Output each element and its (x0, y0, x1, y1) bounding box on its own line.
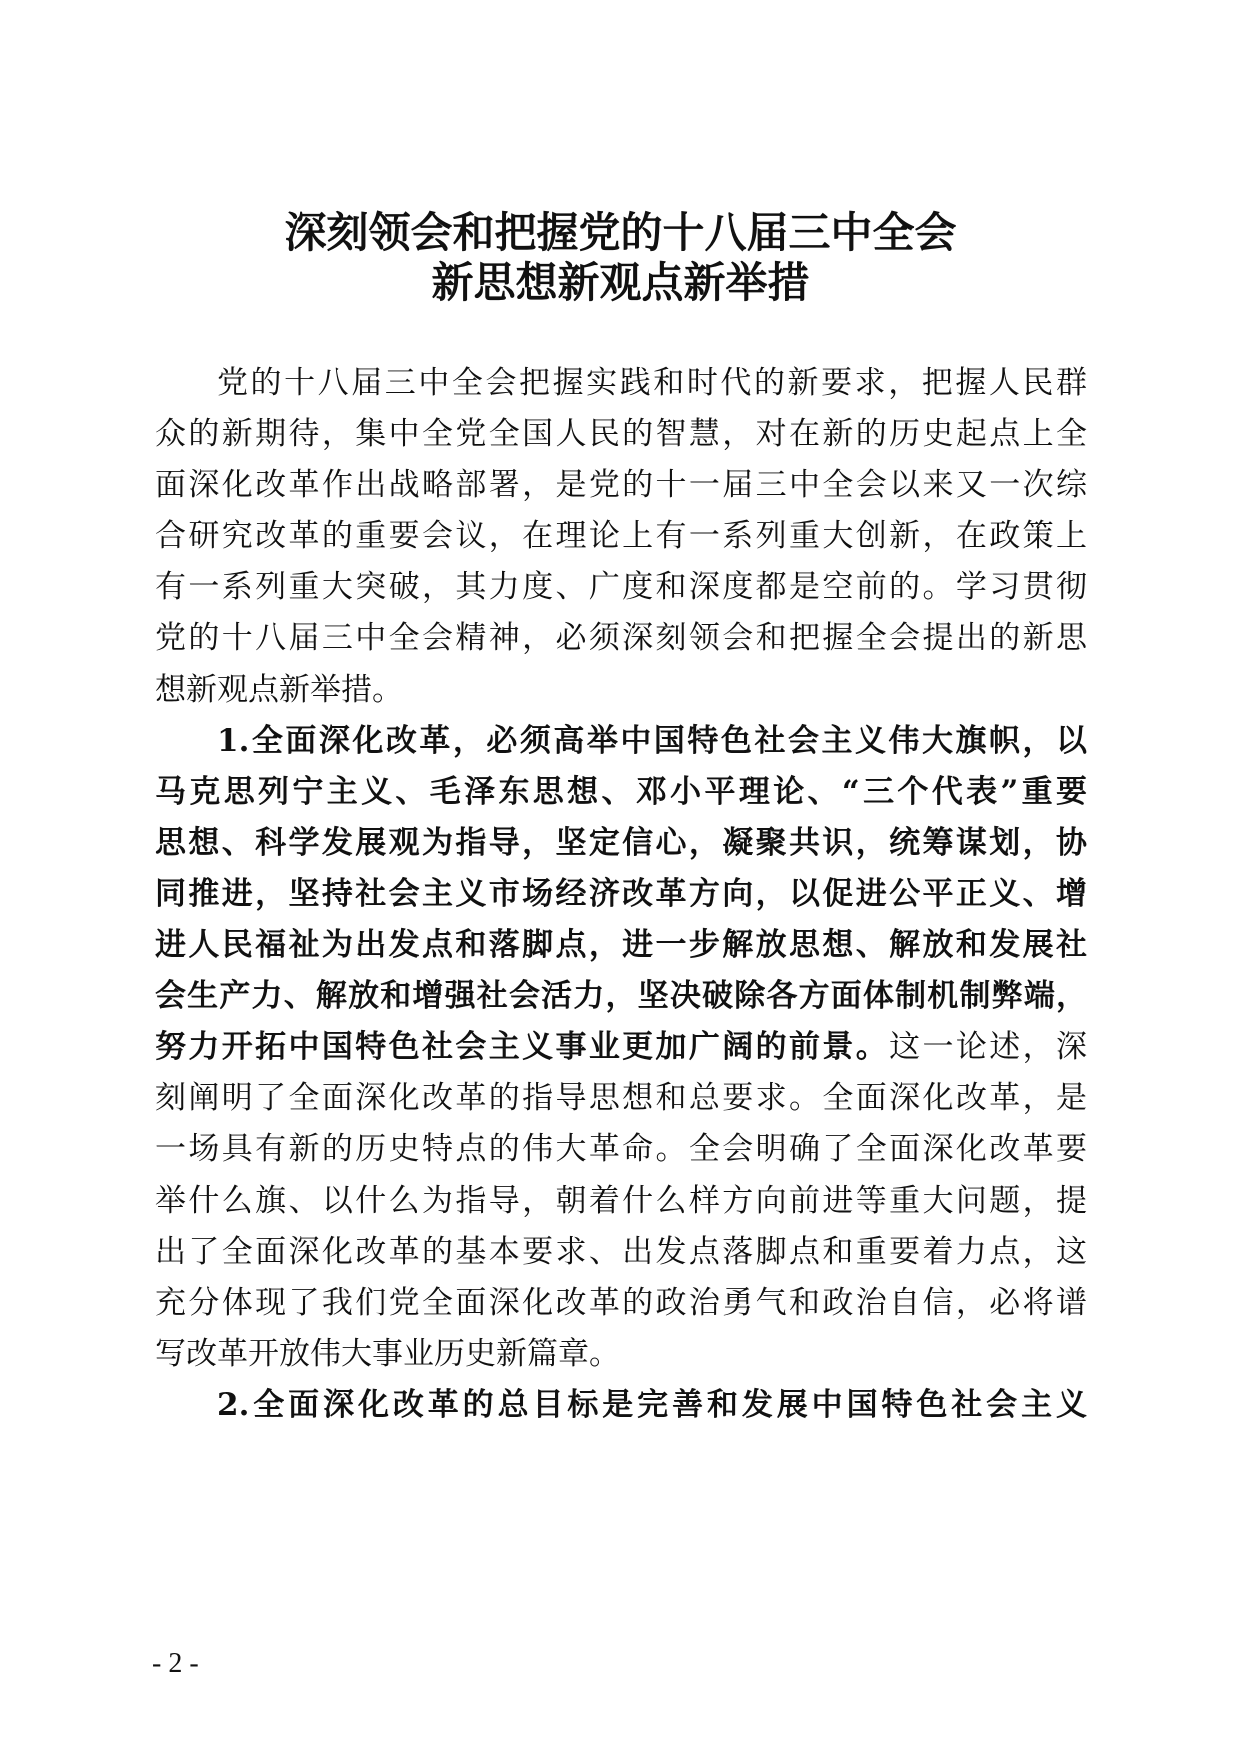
bold-text-segment: 同推进，坚持社会主义市场经济改革方向，以促进公平正义、增 (155, 875, 1087, 912)
text-line (155, 613, 1087, 664)
text-segment: 众的新期待，集中全党全国人民的智慧，对在新的历史起点上全 (155, 416, 1087, 453)
document-body (155, 358, 1087, 1431)
text-segment: 写改革开放伟大事业历史新篇章。 (155, 1335, 620, 1372)
bold-text-segment: 进人民福祉为出发点和落脚点，进一步解放思想、解放和发展社 (155, 927, 1087, 964)
text-line (155, 920, 1087, 971)
text-line (155, 409, 1087, 460)
bold-text-segment: 马克思列宁主义、毛泽东思想、邓小平理论、“三个代表”重要 (155, 773, 1087, 810)
text-line (155, 1124, 1087, 1175)
text-segment: 有一系列重大突破，其力度、广度和深度都是空前的。学习贯彻 (155, 569, 1087, 606)
paragraph (155, 716, 1087, 1380)
bold-text-segment: 思想、科学发展观为指导，坚定信心，凝聚共识，统筹谋划，协 (155, 824, 1087, 861)
text-segment: 充分体现了我们党全面深化改革的政治勇气和政治自信，必将谱 (155, 1284, 1087, 1321)
text-line (155, 1176, 1087, 1227)
page-number: - 2 - (152, 1648, 199, 1679)
text-line (155, 818, 1087, 869)
text-line (155, 1073, 1087, 1124)
text-line (155, 358, 1087, 409)
text-segment: 党的十八届三中全会把握实践和时代的新要求，把握人民群 (217, 365, 1087, 401)
text-segment: 一场具有新的历史特点的伟大革命。全会明确了全面深化改革要 (155, 1131, 1087, 1168)
text-segment: 举什么旗、以什么为指导，朝着什么样方向前进等重大问题，提 (155, 1182, 1087, 1219)
text-segment: 刻阐明了全面深化改革的指导思想和总要求。全面深化改革，是 (155, 1080, 1087, 1117)
text-line (155, 460, 1087, 511)
document-title-line-1: 深刻领会和把握党的十八届三中全会 (284, 208, 957, 257)
paragraph (155, 358, 1087, 716)
bold-text-segment: 努力开拓中国特色社会主义事业更加广阔的前景。 (155, 1029, 890, 1066)
text-line (155, 1278, 1087, 1329)
text-line (155, 511, 1087, 562)
text-line (155, 562, 1087, 613)
text-line (155, 767, 1087, 818)
bold-text-segment: 1.全面深化改革，必须高举中国特色社会主义伟大旗帜，以 (217, 722, 1087, 759)
text-line (155, 1227, 1087, 1278)
paragraph (155, 1380, 1087, 1431)
text-line (155, 971, 1087, 1022)
bold-text-segment: 会生产力、解放和增强社会活力，坚决破除各方面体制机制弊端， (155, 978, 1087, 1015)
text-segment: 出了全面深化改革的基本要求、出发点落脚点和重要着力点，这 (155, 1233, 1087, 1270)
text-line (155, 1022, 1087, 1073)
document-title-line-2: 新思想新观点新举措 (431, 258, 810, 307)
text-line (155, 1380, 1087, 1431)
text-segment: 面深化改革作出战略部署，是党的十一届三中全会以来又一次综 (155, 467, 1087, 504)
text-line (155, 1329, 1087, 1380)
text-line (155, 665, 1087, 716)
text-segment: 党的十八届三中全会精神，必须深刻领会和把握全会提出的新思 (155, 620, 1087, 657)
bold-text-segment: 2.全面深化改革的总目标是完善和发展中国特色社会主义 (217, 1386, 1087, 1423)
text-segment: 想新观点新举措。 (155, 671, 403, 708)
text-segment: 这一论述，深 (889, 1029, 1088, 1066)
text-line (155, 716, 1087, 767)
text-segment: 合研究改革的重要会议，在理论上有一系列重大创新，在政策上 (155, 518, 1087, 555)
text-line (155, 869, 1087, 920)
